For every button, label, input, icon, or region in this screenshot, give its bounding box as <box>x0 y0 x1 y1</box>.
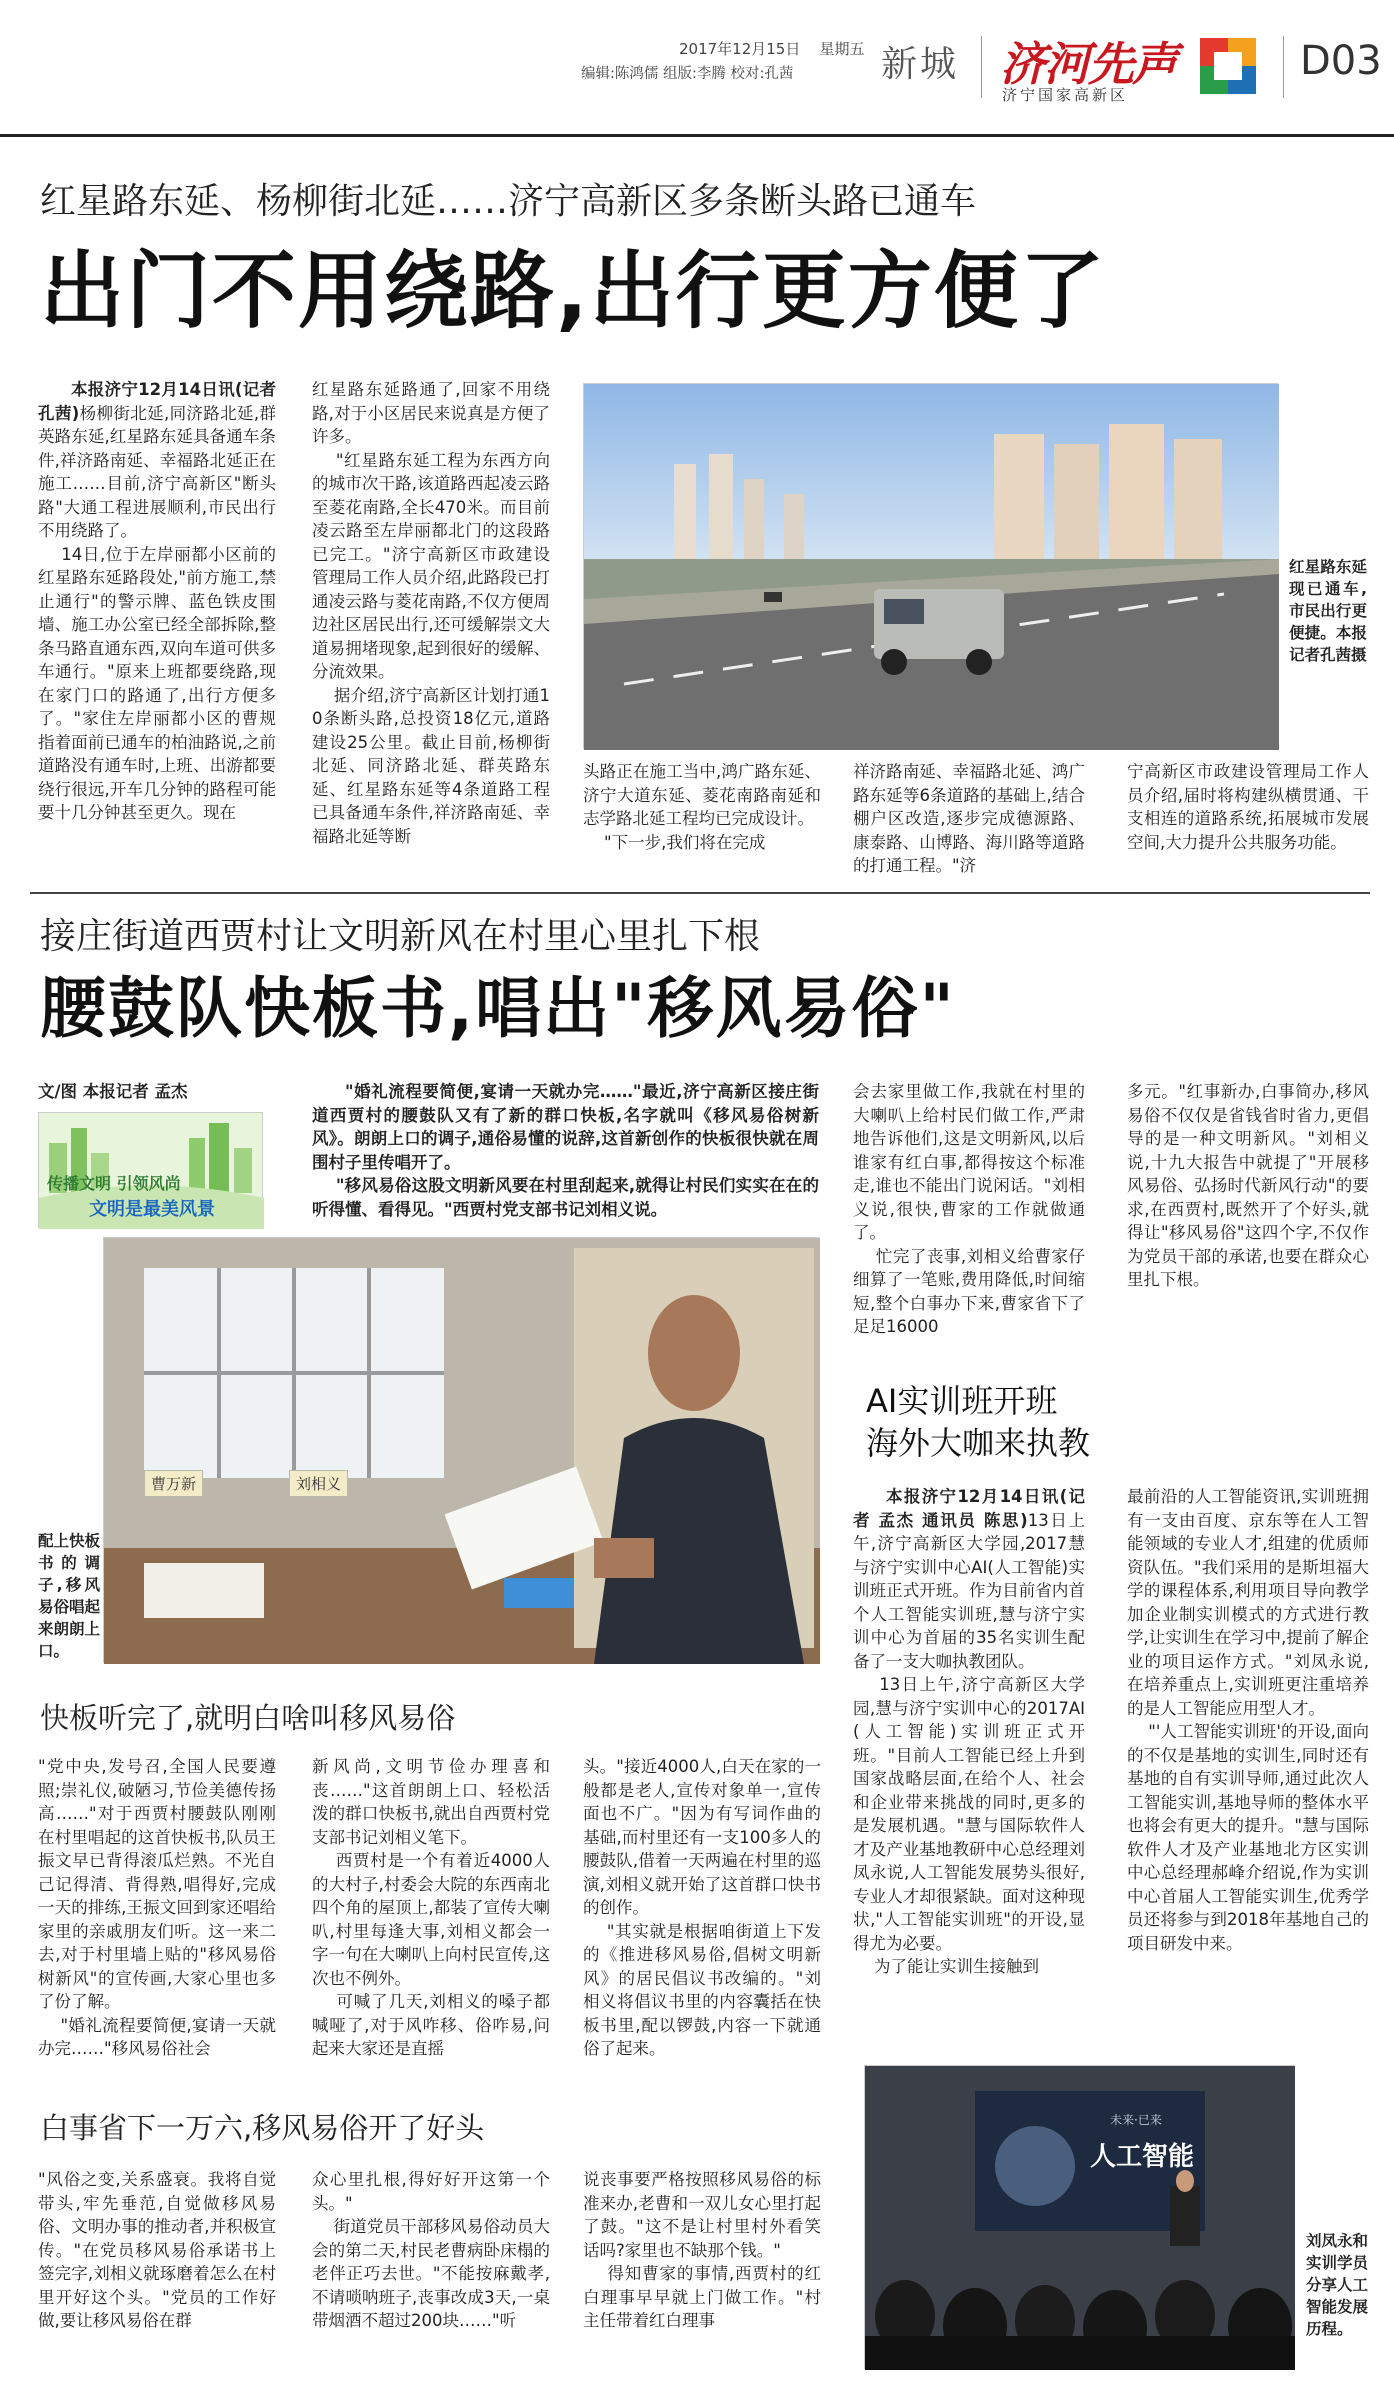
date: 2017年12月15日 <box>679 40 801 58</box>
photo-sign-2: 刘相义 <box>289 1470 348 1497</box>
masthead-rule <box>0 134 1394 137</box>
article2-kicker: 接庄街道西贾村让文明新风在村里心里扎下根 <box>40 916 761 957</box>
article1-headline: 出门不用绕路,出行更方便了 <box>40 242 1106 340</box>
s1-col1: "党中央,发号召,全国人民要遵照;崇礼仪,破陋习,节俭美德传扬高……"对于西贾村腰鼓队刚刚在村里唱起的这首快板书,队员王振文早已背得滚瓜烂熟。不光自己记得清、背得熟,唱得好,完成一天的排练,王振文回到家还唱给家里的亲戚朋友们听。这一来二去,对于村里墙上贴的"移风易俗树新风"的宣传画,大家心里也多了份了解。 "婚礼流程要简便,宴请一天就办完……"移风易俗社会 <box>38 1757 276 2058</box>
article2-col4: 多元。"红事新办,白事简办,移风易俗不仅仅是省钱省时省力,更倡导的是一种文明新风。"刘相义说,十九大报告中就提了"开展移风易俗、弘扬时代新风行动"的要求,在西贾村,既然开了个好头,就得让"移风易俗"这四个字,不仅作为党员干部的承诺,也要在群众心里扎下根。 <box>1127 1082 1369 1289</box>
s2-col3: 说丧事要严格按照移风易俗的标准来办,老曹和一双儿女心里打起了鼓。"这不是让村里村外看笑话吗?家里也不缺那个钱。" 得知曹家的事情,西贾村的红白理事早早就上门做工作。"村主任带着红白理事 <box>583 2170 821 2330</box>
paper-name: 济河先声 <box>1000 37 1176 91</box>
article2-headline: 腰鼓队快板书,唱出"移风易俗" <box>40 970 956 1047</box>
article2-byline: 文/图 本报记者 孟杰 <box>38 1082 188 1101</box>
article3-col2: 最前沿的人工智能资讯,实训班拥有一支由百度、京东等在人工智能领域的专业人才,组建的优质师资队伍。"我们采用的是斯坦福大学的课程体系,利用项目导向教学加企业制实训模式的方式进行教学,让实训生在学习中,提前了解企业的项目运作方式。"刘凤永说,在培养重点上,实训班更注重培养的是人工智能应用型人才。 "'人工智能实训班'的开设,面向的不仅是基地的实训生,同时还有基地的自有实训导师,通过此次人工智能实训,基地导师的整体水平也将会有更大的提升。"慧与国际软件人才及产业基地北方区实训中心总经理郝峰介绍说,作为实训中心首届人工智能实训生,优秀学员还将参与到2018年基地自己的项目研发中来。 <box>1127 1487 1370 1953</box>
masthead-divider <box>981 36 982 98</box>
section2-title: 白事省下一万六,移风易俗开了好头 <box>40 2111 485 2145</box>
article2-photo-caption: 配上快板书的调子,移风易俗唱起来朗朗上口。 <box>38 1532 101 1660</box>
article3-photo-caption: 刘凤永和实训学员分享人工智能发展历程。 <box>1306 2232 1369 2338</box>
s2-col1: "风俗之变,关系盛衰。我将自觉带头,牢先垂范,自觉做移风易俗、文明办事的推动者,并积极宣传。"在党员移风易俗承诺书上签完字,刘相义就琢磨着怎么在村里开好这个头。"党员的工作好做,要让移风易俗在群 <box>38 2170 276 2330</box>
masthead-editors: 编辑:陈鸿儒 组版:李腾 校对:孔茜 <box>581 66 794 82</box>
article1-col4: 祥济路南延、幸福路北延、鸿广路东延等6条道路的基础上,结合棚户区改造,逐步完成德源路、康泰路、山博路、海川路等道路的打通工程。"济 <box>853 762 1085 875</box>
article1-photo <box>583 383 1278 749</box>
article1-col1: 本报济宁12月14日讯(记者 孔茜)杨柳街北延,同济路北延,群英路东延,红星路东延具备通车条件,祥济路南延、幸福路北延正在施工……目前,济宁高新区"断头路"大通工程进展顺利,市民出行不用绕路了。 14日,位于左岸丽都小区前的红星路东延路段处,"前方施工,禁止通行"的警示牌、蓝色铁皮围墙、施工办公室已经全部拆除,整条马路直通东西,双向车道可供多车通行。"原来上班都要绕路,现在家门口的路通了,出行方便多了。"家住左岸丽都小区的曹规指着面前已通车的柏油路说,之前道路没有通车时,上班、出游都要绕行很远,开车几分钟的路程可能要十几分钟甚至更久。现在 <box>38 380 282 822</box>
section1-title: 快板听完了,就明白啥叫移风易俗 <box>40 1701 456 1735</box>
article1-col2: 红星路东延路通了,回家不用绕路,对于小区居民来说真是方便了许多。 "红星路东延工程为东西方向的城市次干路,该道路西起凌云路至菱花南路,全长470米。而目前凌云路至左岸丽都北门的这段路已完工。"济宁高新区市政建设管理局工作人员介绍,此路段已打通凌云路与菱花南路,不仅方便周边社区居民出行,还可缓解崇文大道易拥堵现象,起到很好的缓解、分流效果。 据介绍,济宁高新区计划打通10条断头路,总投资18亿元,道路建设25公里。截止目前,杨柳街北延、同济路北延、群英路东延、红星路东延等4条道路工程已具备通车条件,祥济路南延、幸福路北延等断 <box>312 380 550 846</box>
article1-col5: 宁高新区市政建设管理局工作人员介绍,届时将构建纵横贯通、干支相连的道路系统,拓展城市发展空间,大力提升公共服务功能。 <box>1127 762 1369 852</box>
masthead-divider-2 <box>1283 36 1284 98</box>
s1-col2: 新风尚,文明节俭办理喜和丧……"这首朗朗上口、轻松活泼的群口快板书,就出自西贾村党支部书记刘相义笔下。 西贾村是一个有着近4000人的大村子,村委会大院的东西南北四个角的屋顶上,都装了宣传大喇叭,村里每逢大事,刘相义都会一字一句在大喇叭上向村民宣传,这次也不例外。 可喊了几天,刘相义的嗓子都喊哑了,对于风咋移、俗咋易,问起来大家还是直摇 <box>312 1757 550 2058</box>
paper-subtitle: 济宁国家高新区 <box>1002 86 1129 104</box>
logo-text-1: 传播文明 引领风尚 <box>47 1174 181 1193</box>
s2-col2: 众心里扎根,得好好开这第一个头。" 街道党员干部移风易俗动员大会的第二天,村民老曹病卧床榻的老伴正巧去世。"不能按麻戴孝,不请唢呐班子,丧事改成3天,一桌带烟酒不超过200块……"听 <box>312 2170 550 2330</box>
article1-col3: 头路正在施工当中,鸿广路东延、济宁大道东延、菱花南路南延和志学路北延工程均已完成设计。 "下一步,我们将在完成 <box>583 762 821 852</box>
page-number: D03 <box>1300 38 1382 84</box>
article2-intro: "婚礼流程要简便,宴请一天就办完……"最近,济宁高新区接庄街道西贾村的腰鼓队又有了新的群口快板,名字就叫《移风易俗树新风》。朗朗上口的调子,通俗易懂的说辞,这首新创作的快板很快就在周围村子里传唱开了。 "移风易俗这股文明新风要在村里刮起来,就得让村民们实实在在的听得懂、看得见。"西贾村党支部书记刘相义说。 <box>312 1082 819 1219</box>
masthead-date <box>679 38 864 59</box>
article1-photo-caption: 红星路东延现已通车,市民出行更便捷。本报记者孔茜摄 <box>1289 558 1367 664</box>
article1-kicker: 红星路东延、杨柳街北延……济宁高新区多条断头路已通车 <box>40 181 977 222</box>
article3-title-1: AI实训班开班 <box>866 1382 1058 1420</box>
weekday: 星期五 <box>819 40 865 58</box>
screen-small-text: 未来·已来 <box>1110 2113 1162 2127</box>
article2-photo <box>103 1237 819 1663</box>
article1-lead: 本报济宁12月14日讯(记者 孔茜) <box>38 380 282 423</box>
logo-icon <box>1200 38 1256 94</box>
article2-col3: 会去家里做工作,我就在村里的大喇叭上给村民们做工作,严肃地告诉他们,这是文明新风,以后谁家有红白事,都得按这个标准走,谁也不能出门说闲话。"刘相义说,很快,曹家的工作就做通了。 忙完了丧事,刘相义给曹家仔细算了一笔账,费用降低,时间缩短,整个白事办下来,曹家省下了足足16000 <box>853 1082 1085 1336</box>
photo-sign-1: 曹万新 <box>144 1470 203 1497</box>
section-rule-1 <box>30 892 1370 894</box>
logo-text-2: 文明是最美风景 <box>89 1199 215 1220</box>
article3-photo <box>864 2065 1294 2369</box>
screen-text: 人工智能 <box>1090 2142 1195 2172</box>
article3-lead: 本报济宁12月14日讯(记者 孟杰 通讯员 陈思) <box>853 1487 1085 1530</box>
s1-col3: 头。"接近4000人,白天在家的一般都是老人,宣传对象单一,宣传面也不广。"因为有写词作曲的基础,而村里还有一支100多人的腰鼓队,借着一天两遍在村里的巡演,刘相义就开始了这首群口快书的创作。 "其实就是根据咱街道上下发的《推进移风易俗,倡树文明新风》的居民倡议书改编的。"刘相义将倡议书里的内容囊括在快板书里,配以锣鼓,内容一下就通俗了起来。 <box>583 1757 821 2058</box>
civilization-logo <box>38 1112 263 1228</box>
section-name: 新城 <box>881 44 960 85</box>
article3-title-2: 海外大咖来执教 <box>866 1424 1091 1462</box>
article3-col1: 本报济宁12月14日讯(记者 孟杰 通讯员 陈思)13日上午,济宁高新区大学园,2017慧与济宁实训中心AI(人工智能)实训班正式开班。作为目前省内首个人工智能实训班,慧与济宁实训中心为首届的35名实训生配备了一支大咖执教团队。 13日上午,济宁高新区大学园,慧与济宁实训中心的2017AI(人工智能)实训班正式开班。"目前人工智能已经上升到国家战略层面,在给个人、社会和企业带来挑战的同时,更多的是发展机遇。"慧与国际软件人才及产业基地教研中心总经理刘凤永说,人工智能发展势头很好,专业人才却很紧缺。面对这种现状,"人工智能实训班"的开设,显得尤为必要。 为了能让实训生接触到 <box>853 1487 1086 1976</box>
